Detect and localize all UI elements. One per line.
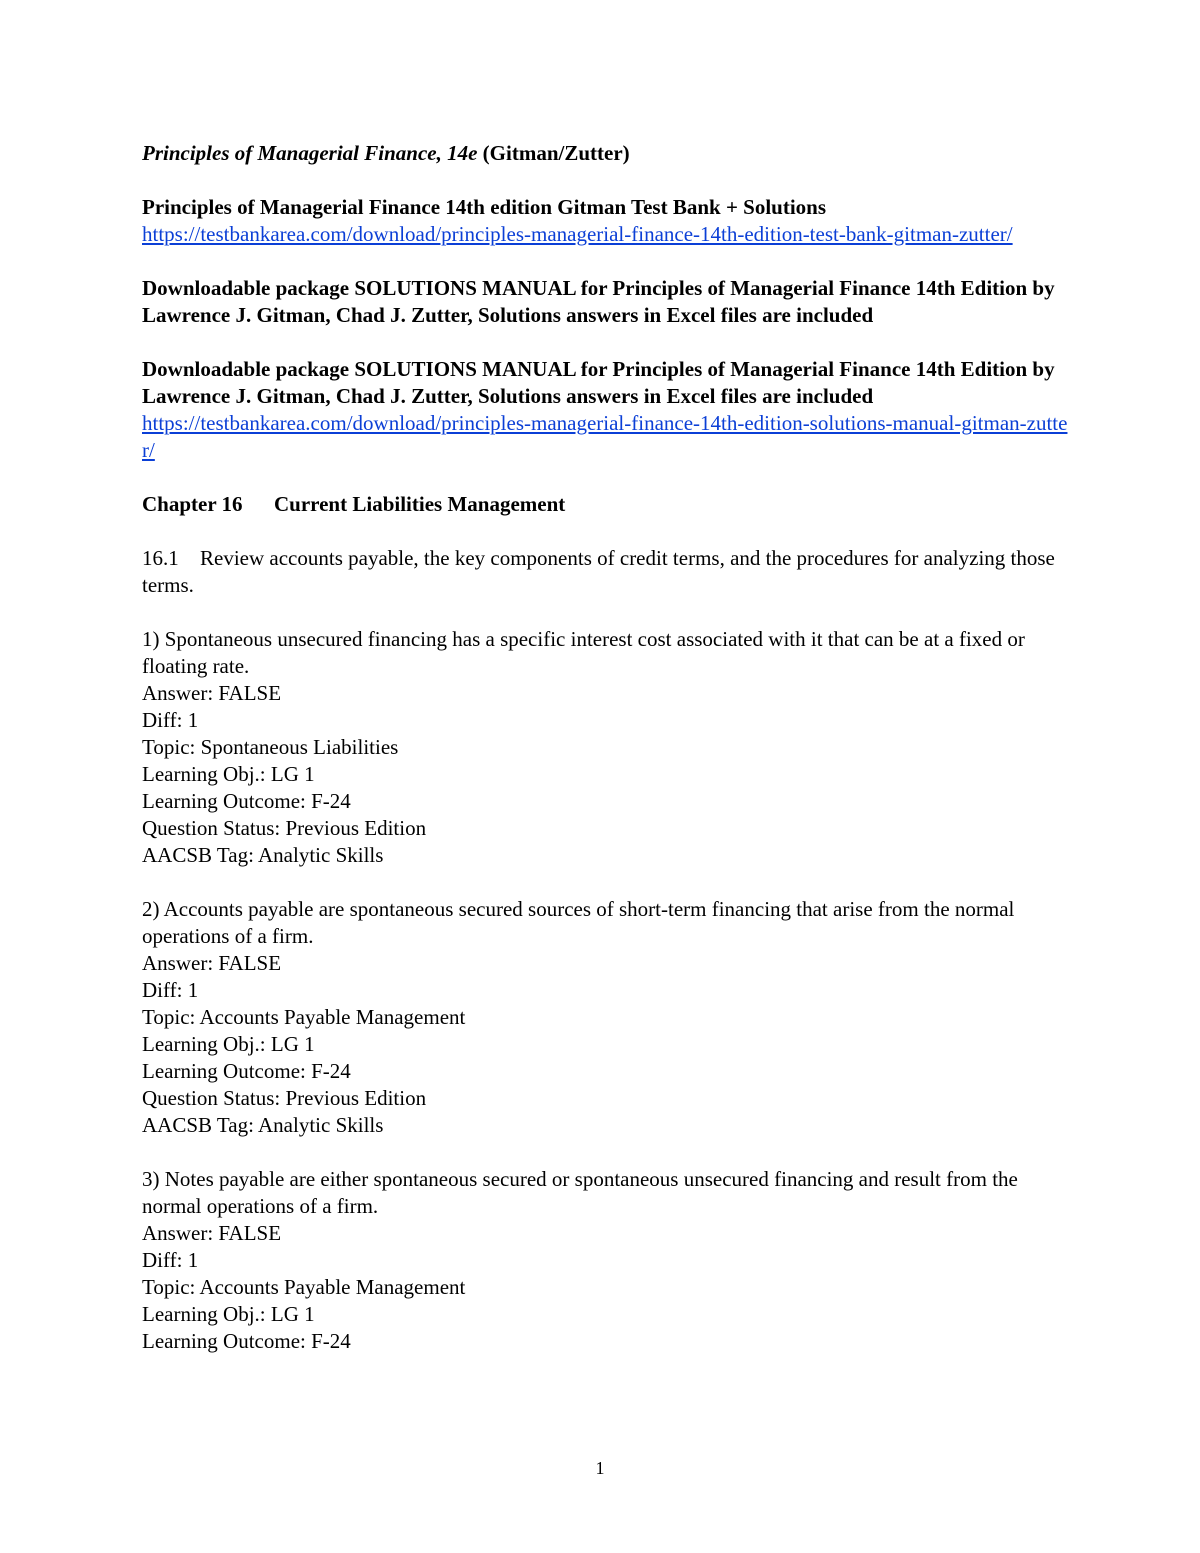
- page-number: 1: [595, 1458, 605, 1478]
- chapter-title: Current Liabilities Management: [274, 492, 566, 516]
- test-bank-link[interactable]: https://testbankarea.com/download/principles-managerial-finance-14th-edition-test-bank-gitman-zutter/: [142, 222, 1013, 246]
- question-learning-outcome: Learning Outcome: F-24: [142, 789, 351, 813]
- question-status: Question Status: Previous Edition: [142, 1086, 427, 1110]
- book-title-italic: Principles of Managerial Finance, 14e: [142, 141, 478, 165]
- document-page: [142, 140, 1072, 1355]
- question-topic: Topic: Accounts Payable Management: [142, 1005, 466, 1029]
- question-diff: Diff: 1: [142, 1248, 199, 1272]
- promo-solutions-text: Downloadable package SOLUTIONS MANUAL for Principles of Managerial Finance 14th Edition by Lawrence J. Gitman, Chad J. Zutter, Solutions answers in Excel files are included: [142, 276, 1055, 327]
- question-diff: Diff: 1: [142, 978, 199, 1002]
- question-topic: Topic: Accounts Payable Management: [142, 1275, 466, 1299]
- question-diff: Diff: 1: [142, 708, 199, 732]
- promo-test-bank-link-wrap: [142, 221, 1072, 248]
- book-authors: (Gitman/Zutter): [477, 141, 630, 165]
- solutions-manual-link[interactable]: https://testbankarea.com/download/principles-managerial-finance-14th-edition-solutions-manual-gitman-zutter/: [142, 411, 1068, 462]
- question-learning-obj: Learning Obj.: LG 1: [142, 1302, 315, 1326]
- question-text: 3) Notes payable are either spontaneous secured or spontaneous unsecured financing and result from the normal operations of a firm.: [142, 1167, 1018, 1218]
- question-answer: Answer: FALSE: [142, 681, 282, 705]
- question-answer: Answer: FALSE: [142, 951, 282, 975]
- question-aacsb-tag: AACSB Tag: Analytic Skills: [142, 1113, 384, 1137]
- objective-number: 16.1: [142, 546, 179, 570]
- question-topic: Topic: Spontaneous Liabilities: [142, 735, 399, 759]
- question-answer: Answer: FALSE: [142, 1221, 282, 1245]
- question-learning-outcome: Learning Outcome: F-24: [142, 1329, 351, 1353]
- promo-test-bank-title: Principles of Managerial Finance 14th edition Gitman Test Bank + Solutions: [142, 195, 827, 219]
- learning-objective: [142, 545, 1072, 599]
- objective-text: Review accounts payable, the key components of credit terms, and the procedures for analyzing those terms.: [142, 546, 1055, 597]
- question-learning-obj: Learning Obj.: LG 1: [142, 1032, 315, 1056]
- question-item: [142, 626, 1072, 869]
- question-text: 1) Spontaneous unsecured financing has a specific interest cost associated with it that can be at a fixed or floating rate.: [142, 627, 1025, 678]
- question-text: 2) Accounts payable are spontaneous secured sources of short-term financing that arise from the normal operations of a firm.: [142, 897, 1015, 948]
- question-item: [142, 896, 1072, 1139]
- question-aacsb-tag: AACSB Tag: Analytic Skills: [142, 843, 384, 867]
- promo-solutions-text-2: Downloadable package SOLUTIONS MANUAL for Principles of Managerial Finance 14th Edition by Lawrence J. Gitman, Chad J. Zutter, Solutions answers in Excel files are included: [142, 357, 1055, 408]
- chapter-heading: [142, 491, 1072, 518]
- book-title: [142, 140, 1072, 167]
- question-item: [142, 1166, 1072, 1355]
- question-learning-outcome: Learning Outcome: F-24: [142, 1059, 351, 1083]
- chapter-number: Chapter 16: [142, 492, 243, 516]
- question-learning-obj: Learning Obj.: LG 1: [142, 762, 315, 786]
- question-status: Question Status: Previous Edition: [142, 816, 427, 840]
- promo-solutions-link-wrap: [142, 410, 1072, 464]
